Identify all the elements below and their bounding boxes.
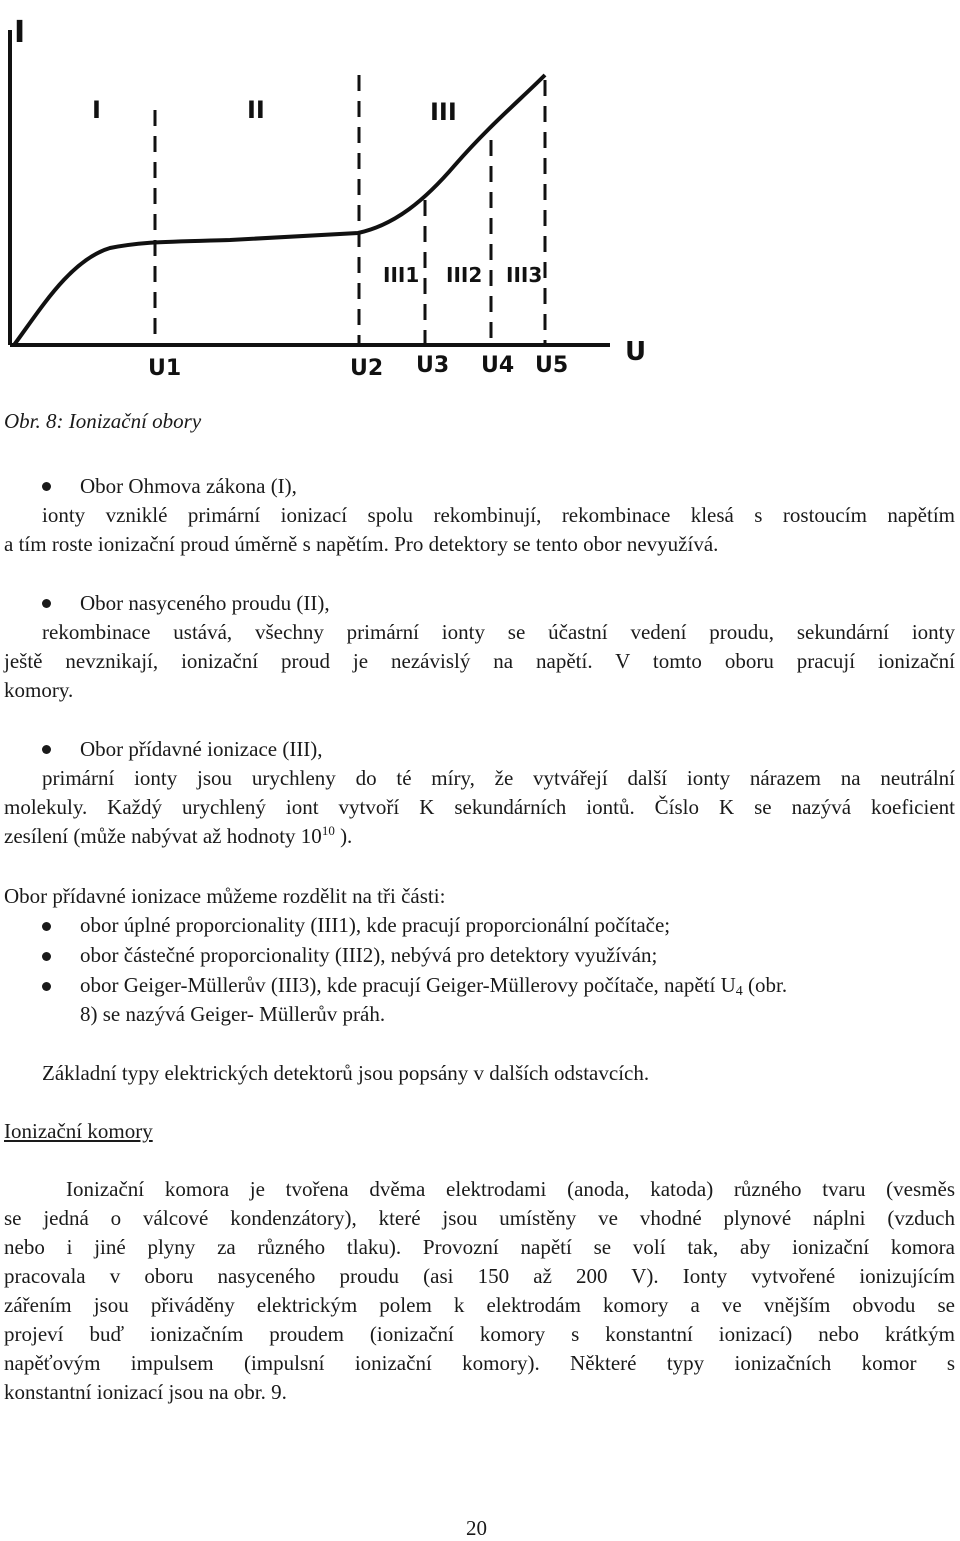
axis-x-label: U bbox=[625, 337, 647, 367]
axis-y-label: I bbox=[14, 15, 26, 50]
bullet-dot bbox=[42, 982, 51, 991]
chamber-line-2: se jedná o válcové kondenzátory), které jsou umístěny ve vhodné plynové náplni (vzduch bbox=[4, 1206, 955, 1230]
bullet-dot bbox=[42, 745, 51, 754]
types-line: Základní typy elektrických detektorů jsou popsány v dalších odstavcích. bbox=[42, 1061, 650, 1085]
voltage-label-u4: U4 bbox=[481, 353, 515, 378]
bullet-dot bbox=[42, 952, 51, 961]
voltage-label-u5: U5 bbox=[535, 353, 569, 378]
bullet-dot bbox=[42, 922, 51, 931]
voltage-label-u3: U3 bbox=[416, 353, 450, 378]
add-line-3 bbox=[4, 822, 352, 852]
add-line-3-end: ). bbox=[334, 824, 353, 848]
ionization-regions-figure bbox=[0, 0, 690, 385]
add-title: Obor přídavné ionizace (III), bbox=[80, 737, 323, 761]
add-line-3-text: zesílení (může nabývat až hodnoty 10 bbox=[4, 824, 322, 848]
split-item-2: obor částečné proporcionality (III2), nebývá pro detektory využíván; bbox=[80, 943, 658, 967]
chamber-line-7: napěťovým impulsem (impulsní ionizační komory). Některé typy ionizačních komor s bbox=[4, 1351, 955, 1375]
bullet-dot bbox=[42, 482, 51, 491]
sat-title: Obor nasyceného proudu (II), bbox=[80, 591, 330, 615]
split-item-1: obor úplné proporcionality (III1), kde pracují proporcionální počítače; bbox=[80, 913, 671, 937]
ohm-line-2: a tím roste ionizační proud úměrně s napětím. Pro detektory se tento obor nevyužívá. bbox=[4, 532, 719, 556]
ohm-line-1: ionty vzniklé primární ionizací spolu rekombinují, rekombinace klesá s rostoucím napětím bbox=[42, 503, 955, 527]
page-number: 20 bbox=[466, 1516, 487, 1540]
voltage-label-u2: U2 bbox=[350, 356, 384, 381]
add-line-1: primární ionty jsou urychleny do té míry, že vytvářejí další ionty nárazem na neutrální bbox=[42, 766, 955, 790]
chamber-line-3: nebo i jiné plyny za různého tlaku). Provozní napětí se volí tak, aby ionizační komora bbox=[4, 1235, 955, 1259]
voltage-label-u1: U1 bbox=[148, 356, 182, 381]
split-item-3-text: obor Geiger-Müllerův (III3), kde pracují Geiger-Müllerovy počítače, napětí U bbox=[80, 973, 736, 997]
subregion-label-3: III3 bbox=[506, 263, 543, 287]
ionization-curve-diagram bbox=[0, 0, 690, 385]
sat-line-3: komory. bbox=[4, 678, 74, 702]
split-item-3 bbox=[80, 971, 955, 1001]
figure-caption: Obr. 8: Ionizační obory bbox=[4, 409, 202, 433]
subregion-label-2: III2 bbox=[446, 263, 483, 287]
split-intro: Obor přídavné ionizace můžeme rozdělit na tři části: bbox=[4, 884, 446, 908]
sat-line-1: rekombinace ustává, všechny primární ionty se účastní vedení proudu, sekundární ionty bbox=[42, 620, 955, 644]
sat-line-2: ještě nevznikají, ionizační proud je nezávislý na napětí. V tomto oboru pracují ionizační bbox=[4, 649, 955, 673]
chamber-line-1: Ionizační komora je tvořena dvěma elektrodami (anoda, katoda) různého tvaru (vesměs bbox=[66, 1177, 955, 1201]
region-label-2: II bbox=[247, 96, 265, 124]
ohm-title: Obor Ohmova zákona (I), bbox=[80, 474, 297, 498]
chamber-line-8: konstantní ionizací jsou na obr. 9. bbox=[4, 1380, 287, 1404]
split-item-3-line-2: 8) se nazývá Geiger- Müllerův práh. bbox=[80, 1002, 386, 1026]
chamber-heading: Ionizační komory bbox=[4, 1119, 153, 1143]
exponent: 10 bbox=[321, 823, 335, 838]
add-line-2: molekuly. Každý urychlený iont vytvoří K sekundárních iontů. Číslo K se nazývá koeficient bbox=[4, 795, 955, 819]
subscript: 4 bbox=[735, 984, 743, 999]
subregion-label-1: III1 bbox=[383, 263, 420, 287]
bullet-dot bbox=[42, 599, 51, 608]
chamber-line-5: zářením jsou přiváděny elektrickým polem k elektrodám komory a ve vnějším obvodu se bbox=[4, 1293, 955, 1317]
region-label-3: III bbox=[430, 98, 457, 126]
region-label-1: I bbox=[92, 96, 101, 124]
chamber-line-6: projeví buď ionizačním proudem (ionizační komory s konstantní ionizací) nebo krátkým bbox=[4, 1322, 955, 1346]
chamber-line-4: pracovala v oboru nasyceného proudu (asi 150 až 200 V). Ionty vytvořené ionizujícím bbox=[4, 1264, 955, 1288]
split-item-3-end: (obr. bbox=[742, 973, 788, 997]
